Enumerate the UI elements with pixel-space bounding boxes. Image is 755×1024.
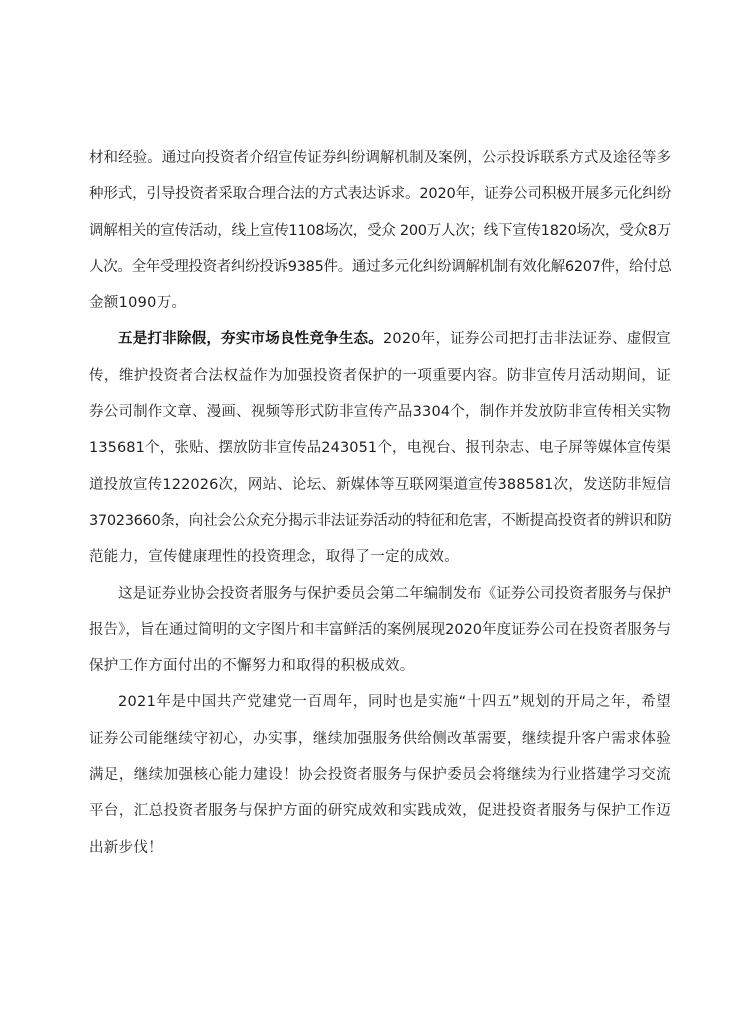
- paragraph-4-line: 平台，汇总投资者服务与保护方面的研究成效和实践成效，促进投资者服务与保护工作迈: [89, 803, 671, 820]
- paragraph-4-line: 满足，继续加强核心能力建设！协会投资者服务与保护委员会将继续为行业搭建学习交流: [89, 767, 671, 784]
- paragraph-2-line: 2020年，证券公司把打击非法证券、虚假宣: [383, 331, 671, 348]
- paragraph-2-line: 范能力，宣传健康理性的投资理念，取得了一定的成效。: [89, 549, 459, 566]
- paragraph-2-line: 37023660条，向社会公众充分揭示非法证券活动的特征和危害，不断提高投资者的辨识和防: [89, 512, 672, 529]
- paragraph-2-first-line: [89, 321, 671, 357]
- paragraph-4-line: 证券公司能继续守初心，办实事，继续加强服务供给侧改革需要，继续提升客户需求体验: [89, 730, 671, 747]
- body-text: [89, 140, 671, 866]
- paragraph-2-line: 135681个，张贴、摆放防非宣传品243051个，电视台、报刊杂志、电子屏等媒体宣传渠: [89, 440, 671, 457]
- paragraph-2-line: 券公司制作文章、漫画、视频等形式防非宣传产品3304个，制作并发放防非宣传相关实物: [89, 404, 671, 421]
- paragraph-2-line: 传，维护投资者合法权益作为加强投资者保护的一项重要内容。防非宣传月活动期间，证: [89, 367, 671, 384]
- paragraph-3-line: 报告》，旨在通过简明的文字图片和丰富鲜活的案例展现2020年度证券公司在投资者服务与: [89, 621, 671, 638]
- paragraph-1-line: 种形式，引导投资者采取合理合法的方式表达诉求。2020年，证券公司积极开展多元化纠纷: [89, 186, 671, 203]
- paragraph-4-line: 出新步伐！: [89, 839, 163, 856]
- paragraph-1-line: 调解相关的宣传活动，线上宣传1108场次，受众 200万人次；线下宣传1820场次，受众8万: [89, 222, 671, 239]
- paragraph-1-line: 金额1090万。: [89, 295, 187, 312]
- paragraph-1-line: 材和经验。通过向投资者介绍宣传证券纠纷调解机制及案例，公示投诉联系方式及途径等多: [89, 150, 671, 166]
- paragraph-2-lead: 五是打非除假，夯实市场良性竞争生态。: [118, 331, 383, 348]
- paragraph-3-line: 这是证券业协会投资者服务与保护委员会第二年编制发布《证券公司投资者服务与保护: [118, 585, 671, 602]
- paragraph-3-line: 保护工作方面付出的不懈努力和取得的积极成效。: [89, 658, 415, 675]
- paragraph-2-line: 道投放宣传122026次，网站、论坛、新媒体等互联网渠道宣传388581次，发送防非短信: [89, 476, 671, 493]
- paragraph-4-line: 2021年是中国共产党建党一百周年，同时也是实施“十四五”规划的开局之年，希望: [118, 694, 671, 711]
- paragraph-1-line: 人次。全年受理投资者纠纷投诉9385件。通过多元化纠纷调解机制有效化解6207件，给付总: [89, 258, 672, 275]
